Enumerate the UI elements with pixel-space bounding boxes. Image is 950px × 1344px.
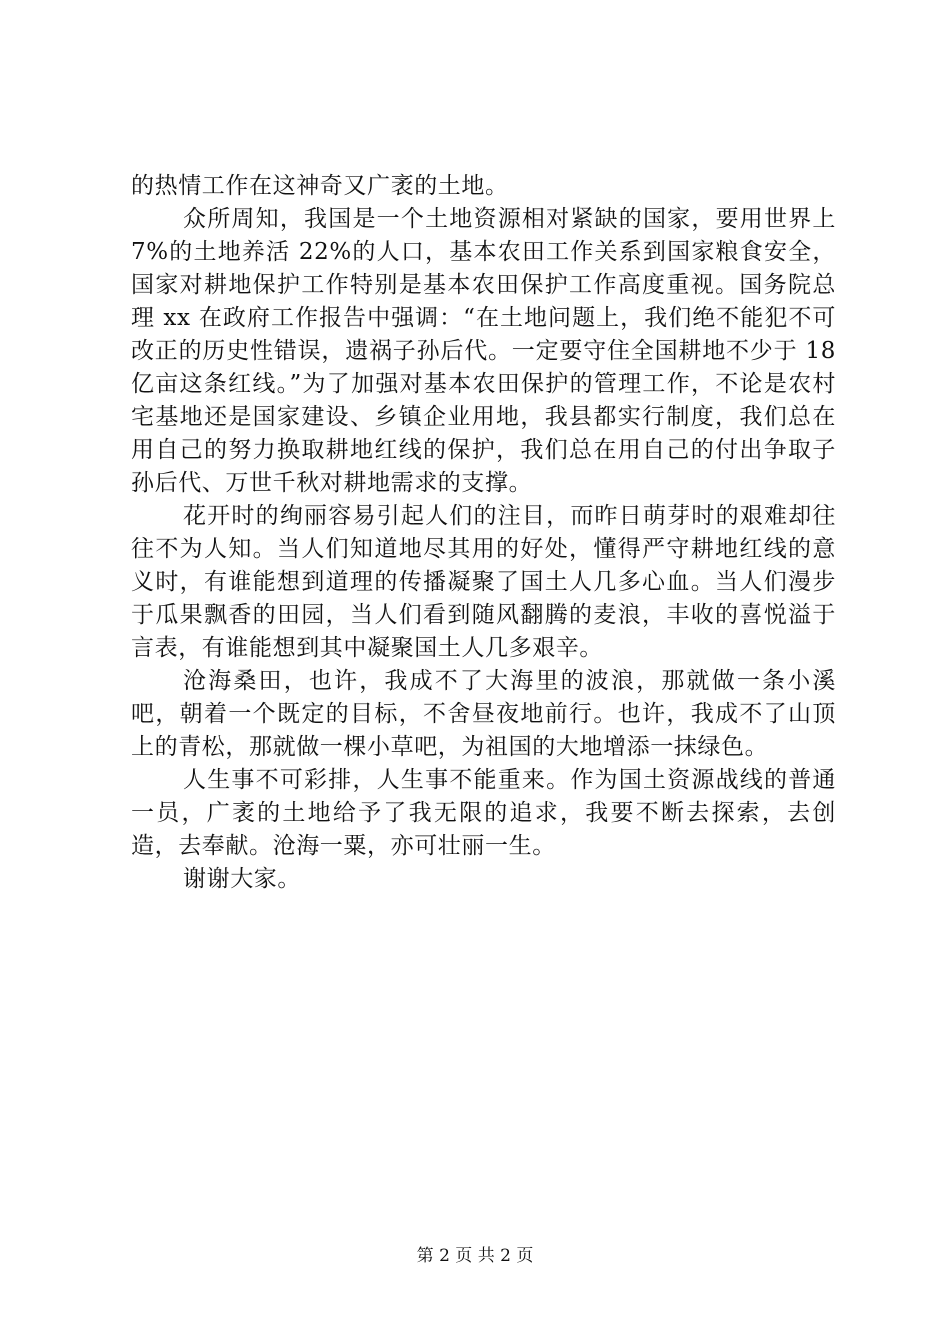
- paragraph-thanks: 谢谢大家。: [183, 866, 301, 892]
- paragraph-life: 人生事不可彩排，人生事不能重来。作为国土资源战线的普通一员，广袤的土地给予了我无限的追求，我要不断去探索，去创造，去奉献。沧海一粟，亦可壮丽一生。: [131, 767, 836, 859]
- document-body: [131, 170, 836, 896]
- paragraph-land-resources: 众所周知，我国是一个土地资源相对紧缺的国家，要用世界上 7%的土地养活 22%的人口，基本农田工作关系到国家粮食安全，国家对耕地保护工作特别是基本农田保护工作高度重视。国务院总理 xx 在政府工作报告中强调：“在土地问题上，我们绝不能犯不可改正的历史性错误，遗祸子孙后代。一定要守住全国耕地不少于 18 亿亩这条红线。”为了加强对基本农田保护的管理工作，不论是农村宅基地还是国家建设、乡镇企业用地，我县都实行制度，我们总在用自己的努力换取耕地红线的保护，我们总在用自己的付出争取子孙后代、万世千秋对耕地需求的支撑。: [131, 206, 836, 496]
- paragraph-blossom: 花开时的绚丽容易引起人们的注目，而昨日萌芽时的艰难却往往不为人知。当人们知道地尽其用的好处，懂得严守耕地红线的意义时，有谁能想到道理的传播凝聚了国土人几多心血。当人们漫步于瓜果飘香的田园，当人们看到随风翻腾的麦浪，丰收的喜悦溢于言表，有谁能想到其中凝聚国土人几多艰辛。: [131, 503, 836, 661]
- paragraph-continuation: 的热情工作在这神奇又广袤的土地。: [131, 173, 509, 199]
- paragraph-sea-change: 沧海桑田，也许，我成不了大海里的波浪，那就做一条小溪吧，朝着一个既定的目标，不舍昼夜地前行。也许，我成不了山顶上的青松，那就做一棵小草吧，为祖国的大地增添一抹绿色。: [131, 668, 836, 760]
- page-footer: 第 2 页 共 2 页: [416, 1246, 534, 1266]
